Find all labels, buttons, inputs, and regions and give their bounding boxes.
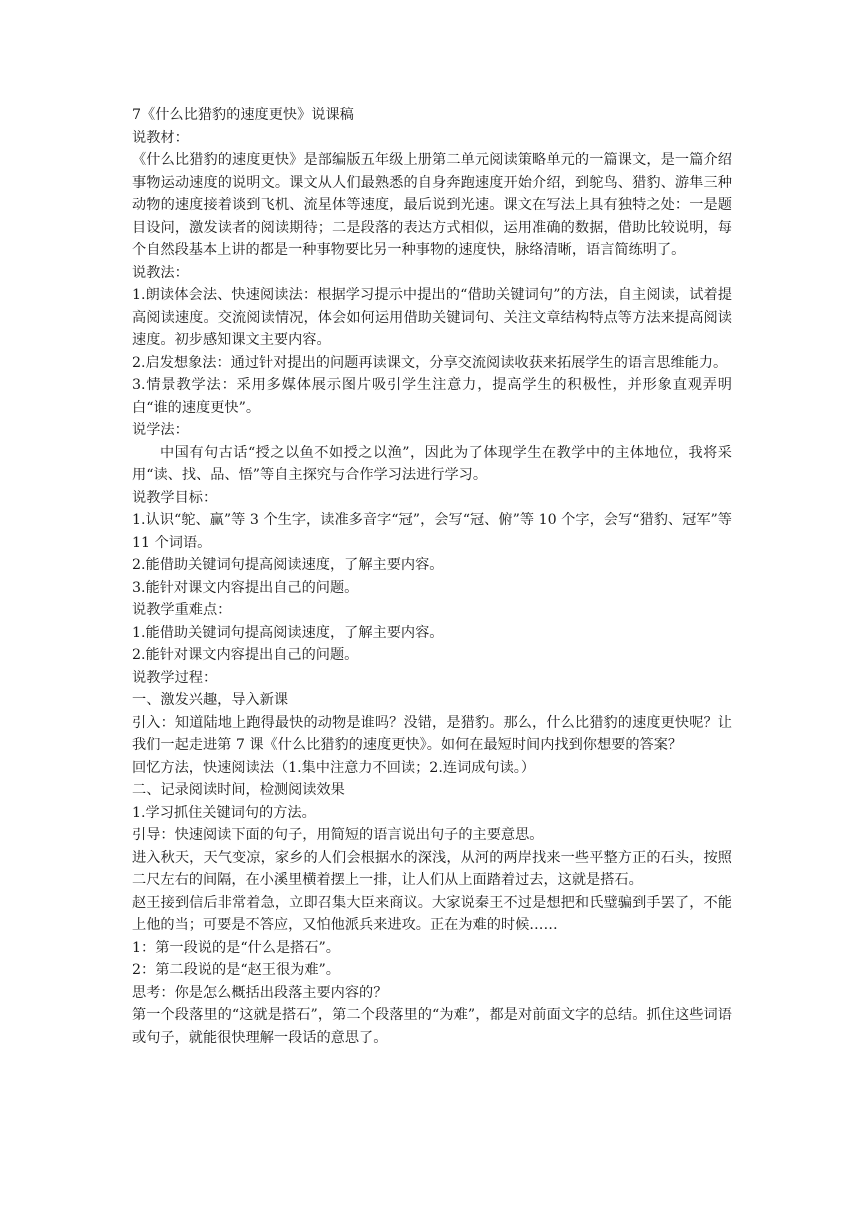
section-heading: 说教法：	[132, 264, 189, 281]
paragraph: 赵王接到信后非常着急，立即召集大臣来商议。大家说秦王不过是想把和氏璧骗到手罢了，不能上他的当；可要是不答应，又怕他派兵来进攻。正在为难的时候……	[132, 894, 732, 933]
paragraph: 思考：你是怎么概括出段落主要内容的？	[132, 984, 388, 1001]
paragraph: 2.能借助关键词句提高阅读速度，了解主要内容。	[132, 557, 444, 573]
paragraph: 1.朗读体会法、快速阅读法：根据学习提示中提出的“借助关键词句”的方法，自主阅读，试着提高阅读速度。交流阅读情况，体会如何运用借助关键词句、关注文章结构特点等方法来提高阅读速度。初步感知课文主要内容。	[132, 287, 732, 348]
section-heading: 二、记录阅读时间，检测阅读效果	[132, 782, 345, 798]
paragraph: 引入：知道陆地上跑得最快的动物是谁吗？没错，是猎豹。那么，什么比猎豹的速度更快呢？让我们一起走进第 7 课《什么比猎豹的速度更快》。如何在最短时间内找到你想要的答案？	[132, 714, 732, 753]
paragraph: 回忆方法，快速阅读法（1.集中注意力不回读；2.连词成句读。）	[132, 759, 536, 776]
paragraph: 2.能针对课文内容提出自己的问题。	[132, 647, 359, 663]
paragraph: 3.能针对课文内容提出自己的问题。	[132, 579, 359, 596]
section-heading: 说教材：	[132, 129, 189, 146]
paragraph: 2.启发想象法：通过针对提出的问题再读课文，分享交流阅读收获来拓展学生的语言思维能力。	[132, 354, 728, 371]
paragraph: 2：第二段说的是“赵王很为难”。	[132, 962, 340, 978]
paragraph: 进入秋天，天气变凉，家乡的人们会根据水的深浅，从河的两岸找来一些平整方正的石头，按照二尺左右的间隔，在小溪里横着摆上一排，让人们从上面踏着过去，这就是搭石。	[132, 849, 732, 888]
paragraph: 中国有句古话“授之以鱼不如授之以渔”，因此为了体现学生在教学中的主体地位，我将采用“读、找、品、悟”等自主探究与合作学习法进行学习。	[132, 444, 732, 483]
paragraph: 引导：快速阅读下面的句子，用简短的语言说出句子的主要意思。	[132, 827, 544, 843]
paragraph: 1.学习抓住关键词句的方法。	[132, 804, 316, 821]
document-body	[132, 104, 732, 1049]
paragraph: 1.认识“鸵、赢”等 3 个生字，读准多音字“冠”，会写“冠、俯”等 10 个字，会写“猎豹、冠军”等 11 个词语。	[132, 512, 732, 551]
section-heading: 说学法：	[132, 422, 189, 438]
section-heading: 一、激发兴趣，导入新课	[132, 692, 289, 708]
document-blocks	[132, 127, 732, 1050]
paragraph: 第一个段落里的“这就是搭石”，第二个段落里的“为难”，都是对前面文字的总结。抓住这些词语或句子，就能很快理解一段话的意思了。	[132, 1007, 732, 1046]
document-title: 7《什么比猎豹的速度更快》说课稿	[132, 107, 354, 123]
section-heading: 说教学过程：	[132, 669, 218, 686]
paragraph: 1：第一段说的是“什么是搭石”。	[132, 939, 340, 956]
section-heading: 说教学重难点：	[132, 602, 232, 618]
paragraph: 1.能借助关键词句提高阅读速度，了解主要内容。	[132, 624, 444, 641]
paragraph: 3.情景教学法：采用多媒体展示图片吸引学生注意力，提高学生的积极性，并形象直观弄明白“谁的速度更快”。	[132, 377, 732, 416]
paragraph: 《什么比猎豹的速度更快》是部编版五年级上册第二单元阅读策略单元的一篇课文，是一篇介绍事物运动速度的说明文。课文从人们最熟悉的自身奔跑速度开始介绍，到鸵鸟、猎豹、游隼三种动物的速度接着谈到飞机、流星体等速度，最后说到光速。课文在写法上具有独特之处：一是题目设问，激发读者的阅读期待；二是段落的表达方式相似，运用准确的数据，借助比较说明，每个自然段基本上讲的都是一种事物要比另一种事物的速度快，脉络清晰，语言简练明了。	[132, 152, 732, 258]
section-heading: 说教学目标：	[132, 489, 218, 506]
